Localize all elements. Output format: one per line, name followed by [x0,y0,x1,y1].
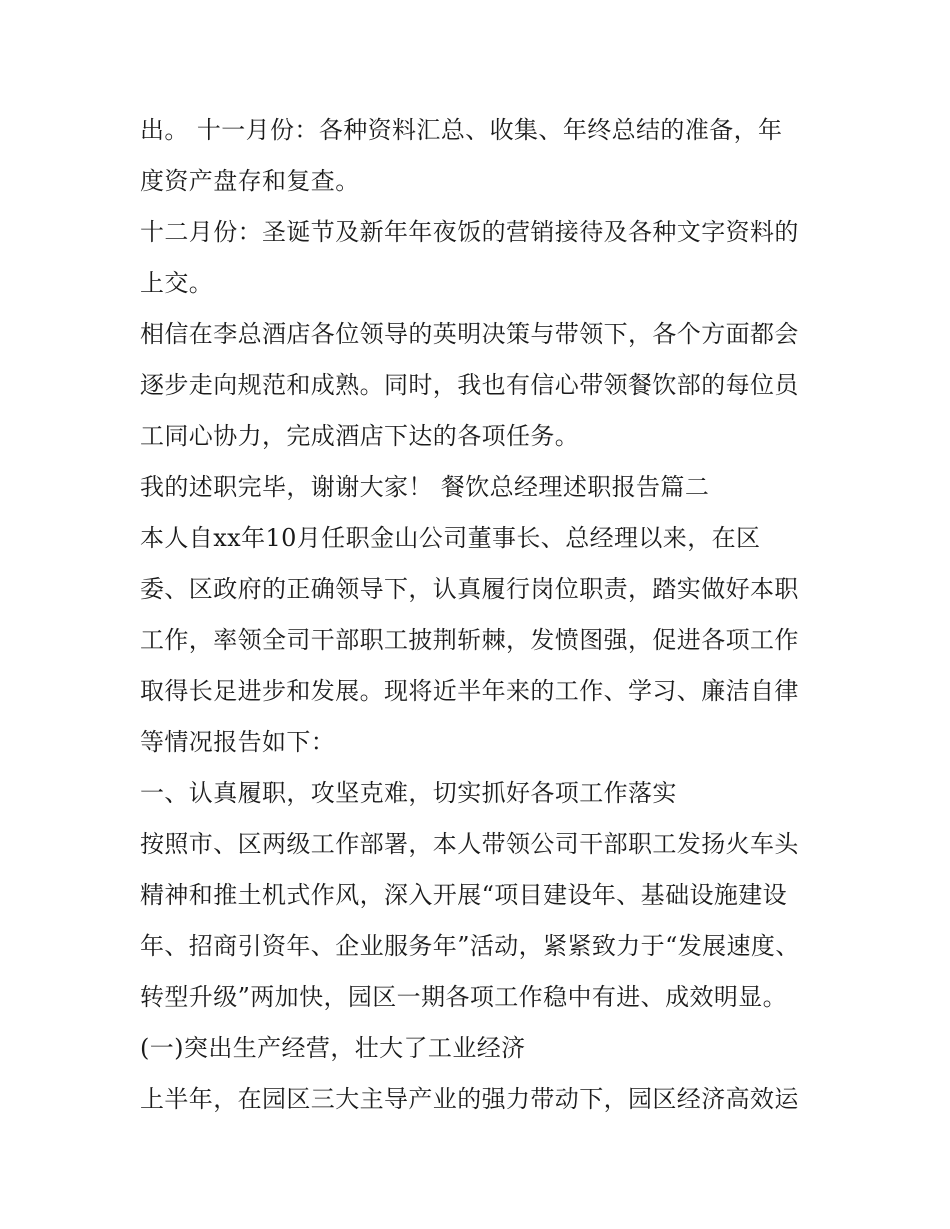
text-line: 精神和推土机式作风，深入开展“项目建设年、基础设施建设 [140,881,788,909]
text-line: 逐步走向规范和成熟。同时，我也有信心带领餐饮部的每位员 [140,371,799,399]
text-line: 我的述职完毕，谢谢大家！ 餐饮总经理述职报告篇二 [140,473,710,501]
text-line: 出。 十一月份：各种资料汇总、收集、年终总结的准备，年 [140,116,783,144]
text-line: 转型升级”两加快，园区一期各项工作稳中有进、成效明显。 [140,983,788,1011]
text-line: 按照市、区两级工作部署，本人带领公司干部职工发扬火车头 [140,830,799,858]
subsection-heading: (一)突出生产经营，壮大了工业经济 [140,1034,526,1062]
text-line: 十二月份：圣诞节及新年年夜饭的营销接待及各种文字资料的 [140,218,799,246]
text-line: 工同心协力，完成酒店下达的各项任务。 [140,422,580,450]
text-line: 上交。 [140,269,214,297]
text-line: 取得长足进步和发展。现将近半年来的工作、学习、廉洁自律 [140,677,799,705]
text-line: 本人自xx年10月任职金山公司董事长、总经理以来，在区 [140,524,761,552]
text-line: 相信在李总酒店各位领导的英明决策与带领下，各个方面都会 [140,320,799,348]
text-line: 委、区政府的正确领导下，认真履行岗位职责，踏实做好本职 [140,575,799,603]
text-line: 度资产盘存和复查。 [140,167,360,195]
text-line: 年、招商引资年、企业服务年”活动，紧紧致力于“发展速度、 [140,932,800,960]
text-line: 上半年，在园区三大主导产业的强力带动下，园区经济高效运 [140,1085,799,1113]
text-line: 工作，率领全司干部职工披荆斩棘，发愤图强，促进各项工作 [140,626,799,654]
section-heading: 一、认真履职，攻坚克难，切实抓好各项工作落实 [140,779,677,807]
text-line: 等情况报告如下： [140,728,336,756]
